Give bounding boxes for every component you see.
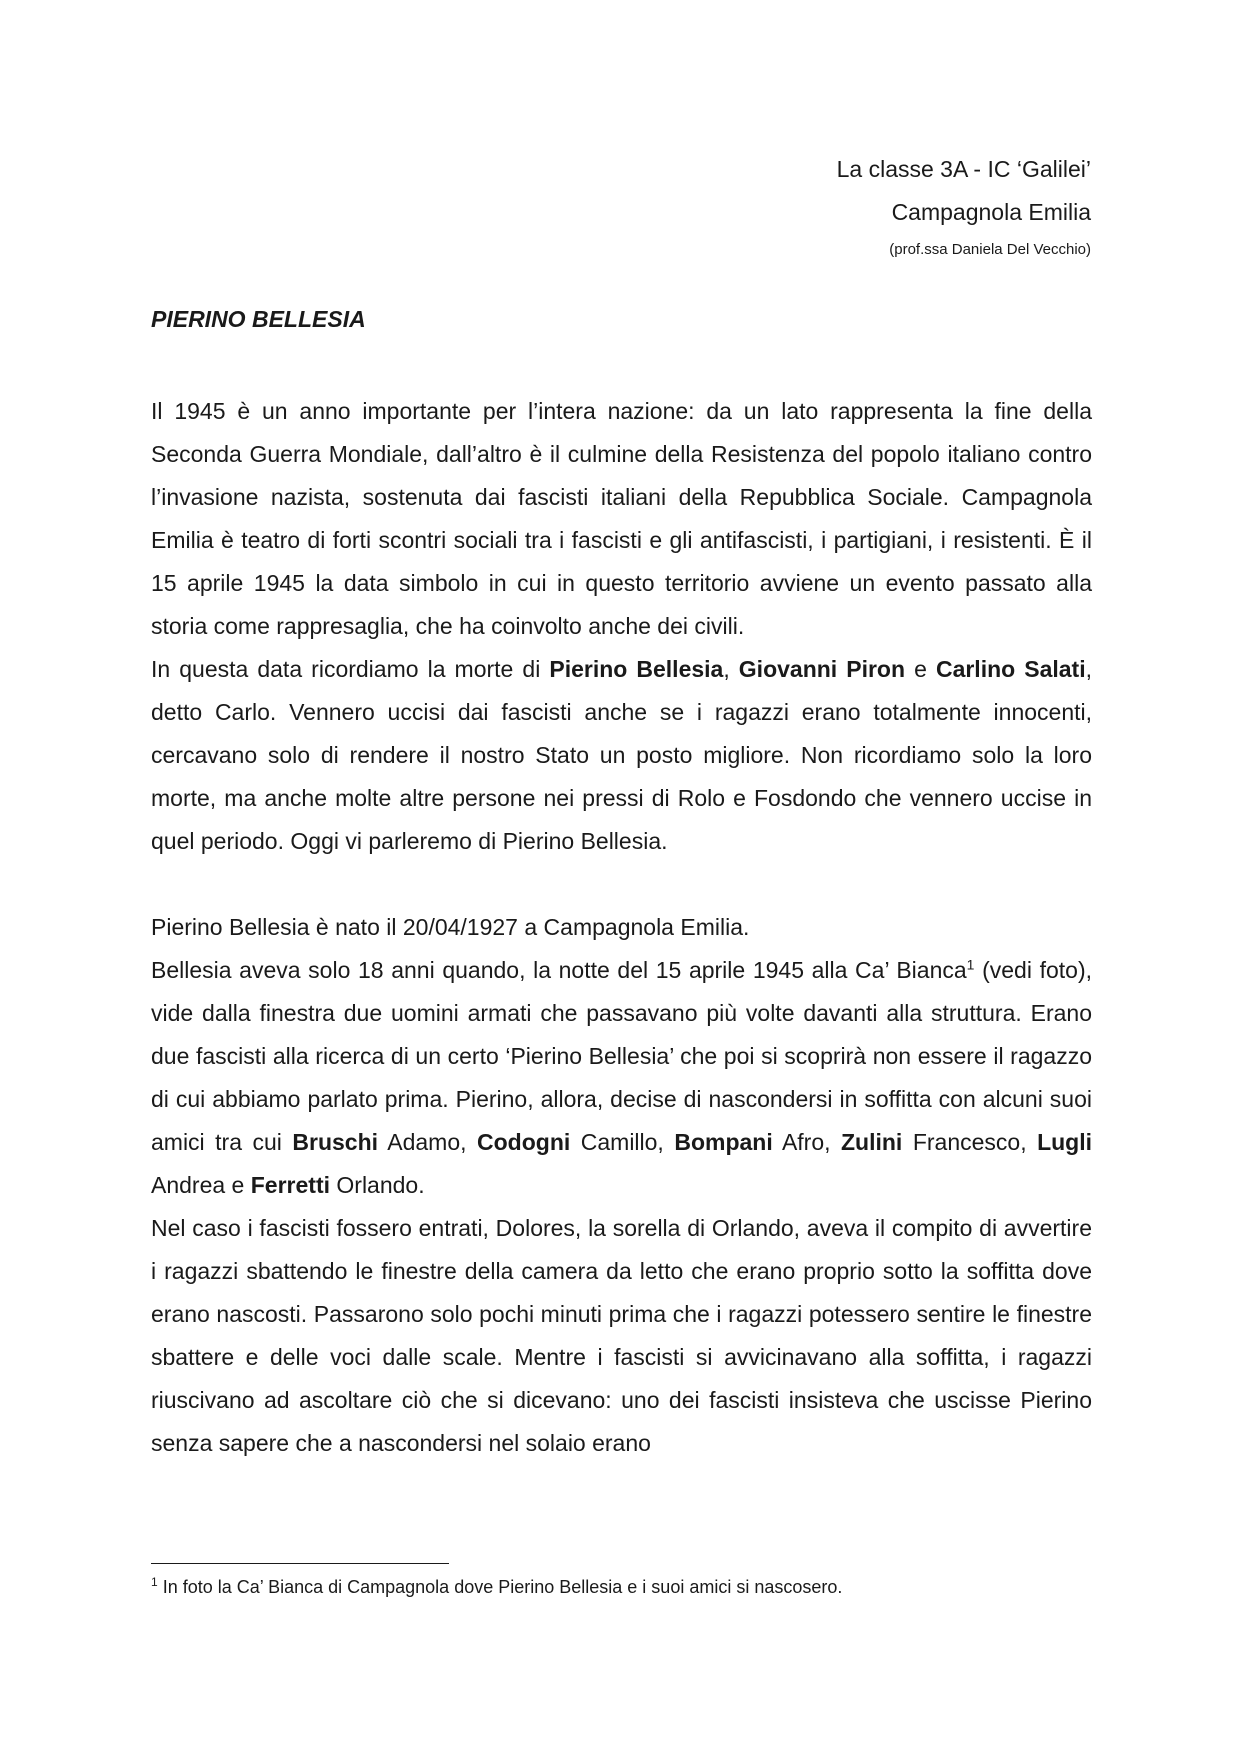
text-run: In questa data ricordiamo la morte di	[151, 656, 550, 682]
paragraph-warning: Nel caso i fascisti fossero entrati, Dolores, la sorella di Orlando, aveva il compito di avvertire i ragazzi sbattendo le finestre della camera da letto che erano proprio sotto la soffitta dove erano nascosti. Passarono solo pochi minuti prima che i ragazzi potessero sentire le finestre sbattere e delle voci dalle scale. Mentre i fascisti si avvicinavano alla soffitta, i ragazzi riuscivano ad ascoltare ciò che si dicevano: uno dei fascisti insisteva che uscisse Pierino senza sapere che a nascondersi nel solaio erano	[151, 1215, 1092, 1456]
footnote-reference[interactable]: 1	[966, 956, 975, 973]
text-run: Orlando.	[330, 1172, 425, 1198]
footnote-mark: 1	[151, 1575, 158, 1589]
paragraph-intro: Il 1945 è un anno importante per l’intera nazione: da un lato rappresenta la fine della Seconda Guerra Mondiale, dall’altro è il culmine della Resistenza del popolo italiano contro l’invasione nazista, sostenuta dai fascisti italiani della Repubblica Sociale. Campagnola Emilia è teatro di forti scontri sociali tra i fascisti e gli antifascisti, i partigiani, i resistenti. È il 15 aprile 1945 la data simbolo in cui in questo territorio avviene un evento passato alla storia come rappresaglia, che ha coinvolto anche dei civili.	[151, 398, 1092, 639]
paragraph-night	[151, 949, 1092, 1207]
text-run: Francesco,	[902, 1129, 1038, 1155]
name-ferretti: Ferretti	[250, 1172, 330, 1198]
town-line: Campagnola Emilia	[891, 199, 1091, 225]
document-body	[151, 390, 1092, 1465]
document-header	[837, 148, 1091, 262]
name-zulini: Zulini	[841, 1129, 903, 1155]
text-run: Andrea e	[151, 1172, 251, 1198]
footnote-text: In foto la Ca’ Bianca di Campagnola dove Pierino Bellesia e i suoi amici si nascosero.	[157, 1577, 843, 1597]
name-lugli: Lugli	[1037, 1129, 1093, 1155]
paragraph-victims	[151, 648, 1092, 863]
text-run: , detto Carlo. Vennero uccisi dai fascisti anche se i ragazzi erano totalmente innocenti, cercavano solo di rendere il nostro Stato un posto migliore. Non ricordiamo solo la loro morte, ma anche molte altre persone nei pressi di Rolo e Fosdondo che vennero uccise in quel periodo. Oggi vi parleremo di Pierino Bellesia.	[151, 656, 1092, 854]
footnote	[151, 1574, 842, 1600]
text-run: Afro,	[772, 1129, 841, 1155]
teacher-line: (prof.ssa Daniela Del Vecchio)	[889, 241, 1091, 258]
name-codogni: Codogni	[477, 1129, 571, 1155]
text-run: e	[905, 656, 936, 682]
class-line: La classe 3A - IC ‘Galilei’	[836, 156, 1091, 182]
text-run: Camillo,	[570, 1129, 675, 1155]
page-title: PIERINO BELLESIA	[151, 306, 366, 332]
name-salati: Carlino Salati	[935, 656, 1086, 682]
name-bruschi: Bruschi	[292, 1129, 379, 1155]
name-bompani: Bompani	[674, 1129, 773, 1155]
text-run: Bellesia aveva solo 18 anni quando, la notte del 15 aprile 1945 alla Ca’ Bianca	[151, 957, 967, 983]
text-run: Adamo,	[378, 1129, 478, 1155]
text-run: ,	[723, 656, 739, 682]
name-bellesia: Pierino Bellesia	[549, 656, 724, 682]
paragraph-birth: Pierino Bellesia è nato il 20/04/1927 a Campagnola Emilia.	[151, 914, 750, 940]
text-run: (vedi foto), vide dalla finestra due uomini armati che passavano più volte davanti alla struttura. Erano due fascisti alla ricerca di un certo ‘Pierino Bellesia’ che poi si scoprirà non essere il ragazzo di cui abbiamo parlato prima. Pierino, allora, decise di nascondersi in soffitta con alcuni suoi amici tra cui	[151, 957, 1092, 1155]
name-piron: Giovanni Piron	[738, 656, 906, 682]
footnote-divider	[151, 1563, 449, 1564]
